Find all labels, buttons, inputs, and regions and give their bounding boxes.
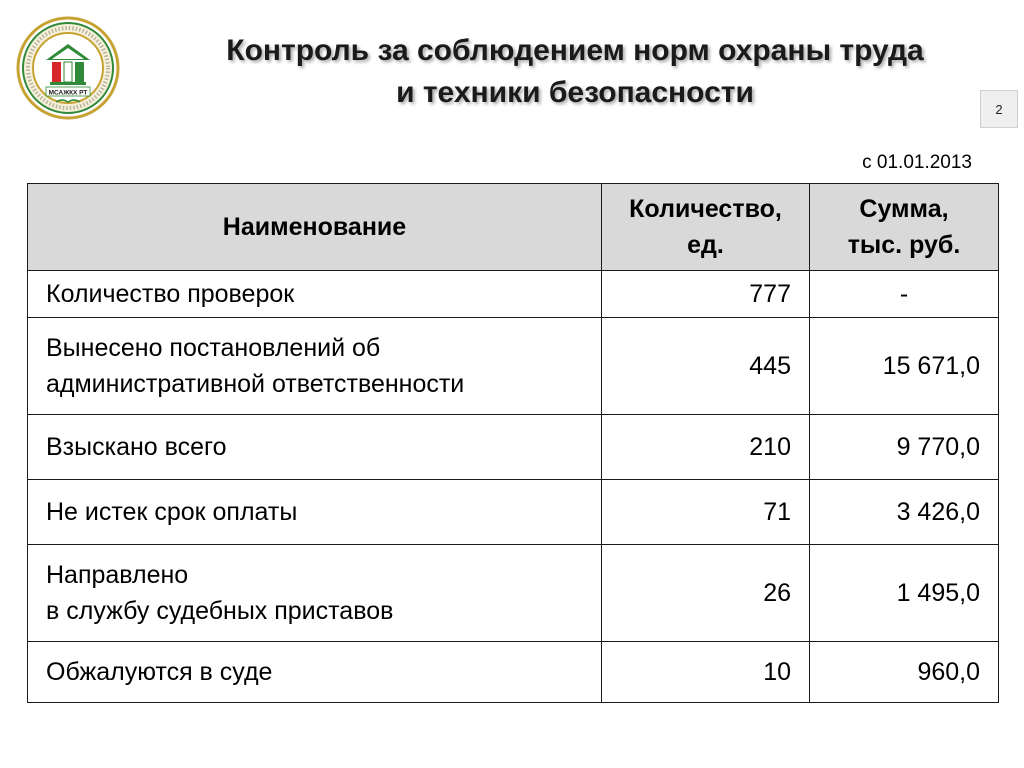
row-quantity: 71 <box>602 480 810 545</box>
row-quantity: 210 <box>602 415 810 480</box>
header-name: Наименование <box>28 184 602 271</box>
table-row <box>28 271 999 318</box>
row-name: Направлено в службу судебных приставов <box>28 545 602 642</box>
logo-text: МСАЖКХ РТ <box>48 89 88 97</box>
row-sum: 960,0 <box>810 642 999 703</box>
row-name: Вынесено постановлений об административной ответственности <box>28 318 602 415</box>
slide-title <box>150 30 1000 114</box>
ministry-logo <box>16 16 120 120</box>
row-quantity: 10 <box>602 642 810 703</box>
inspection-table <box>27 183 999 703</box>
title-line-2: и техники безопасности <box>396 76 754 109</box>
row-quantity: 777 <box>602 271 810 318</box>
row-name: Взыскано всего <box>28 415 602 480</box>
row-sum: 1 495,0 <box>810 545 999 642</box>
title-line-1: Контроль за соблюдением норм охраны труда <box>226 34 924 67</box>
row-sum: 3 426,0 <box>810 480 999 545</box>
row-quantity: 445 <box>602 318 810 415</box>
header-sum: Сумма, тыс. руб. <box>810 184 999 271</box>
table-row <box>28 545 999 642</box>
row-sum: - <box>810 271 999 318</box>
table-row <box>28 642 999 703</box>
date-note: с 01.01.2013 <box>862 152 972 173</box>
table-row <box>28 318 999 415</box>
row-sum: 9 770,0 <box>810 415 999 480</box>
header-quantity: Количество, ед. <box>602 184 810 271</box>
table-row <box>28 415 999 480</box>
row-name: Количество проверок <box>28 271 602 318</box>
emblem-icon <box>16 16 120 120</box>
row-name: Не истек срок оплаты <box>28 480 602 545</box>
row-name: Обжалуются в суде <box>28 642 602 703</box>
table-row <box>28 480 999 545</box>
row-sum: 15 671,0 <box>810 318 999 415</box>
row-quantity: 26 <box>602 545 810 642</box>
table-header-row <box>28 184 999 271</box>
page-number: 2 <box>980 90 1018 128</box>
